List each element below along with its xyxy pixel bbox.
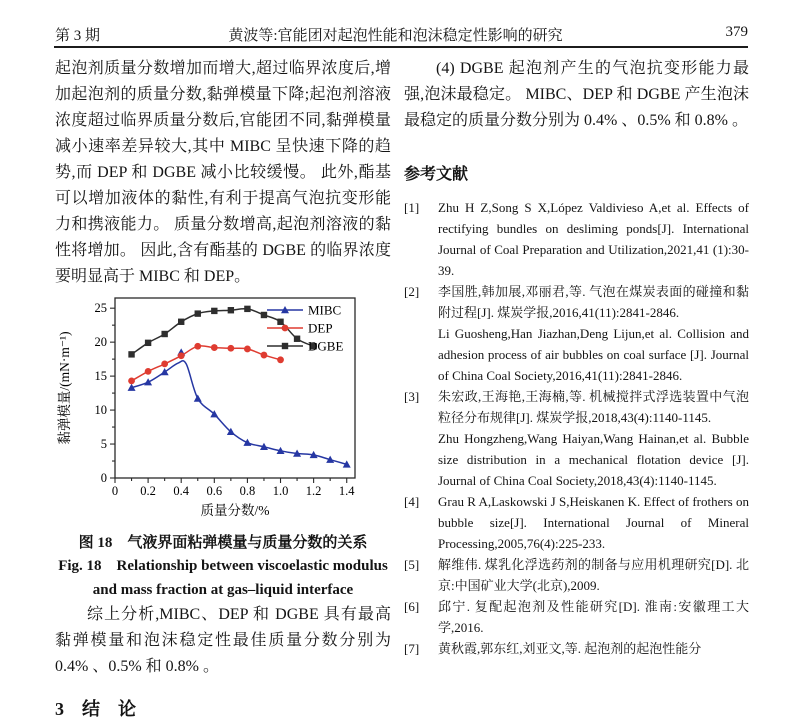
reference-text: 黄秋霞,郭东红,刘亚文,等. 起泡剂的起泡性能分 <box>438 641 702 656</box>
reference-item <box>404 281 749 386</box>
reference-number: [5] <box>404 557 420 572</box>
svg-text:5: 5 <box>100 437 107 452</box>
y-axis <box>56 301 115 485</box>
left-column <box>55 56 391 721</box>
figure-caption-zh: 图 18 气液界面粘弹模量与质量分数的关系 <box>78 535 368 551</box>
reference-item <box>404 554 749 596</box>
figure-18 <box>55 292 391 602</box>
reference-text: 李国胜,韩加展,邓丽君,等. 气泡在煤炭表面的碰撞和黏附过程[J]. 煤炭学报,2016,41(11):2841-2846. <box>438 284 749 320</box>
reference-text: 朱宏政,王海艳,王海楠,等. 机械搅拌式浮选装置中气泡粒径分布规律[J]. 煤炭学报,2018,43(4):1140-1145. <box>438 389 749 425</box>
references-heading: 参考文献 <box>404 166 469 183</box>
svg-text:0.8: 0.8 <box>239 484 256 498</box>
svg-text:0.2: 0.2 <box>140 484 156 498</box>
svg-text:25: 25 <box>94 301 107 316</box>
reference-text: 解维伟. 煤乳化浮选药剂的制备与应用机理研究[D]. 北京:中国矿业大学(北京),2009. <box>438 557 749 593</box>
summary-paragraph: 综上分析,MIBC、DEP 和 DGBE 具有最高黏弹模量和泡沫稳定性最佳质量分数分别为 0.4% 、0.5% 和 0.8% 。 <box>55 606 391 675</box>
reference-item <box>404 386 749 491</box>
section-heading-conclusion: 3 结 论 <box>55 699 136 719</box>
y-axis-label: 黏弹模量/(mN·m⁻¹) <box>57 331 72 445</box>
x-axis <box>112 478 355 518</box>
svg-text:15: 15 <box>94 369 107 384</box>
conclusion-item-4: (4) DGBE 起泡剂产生的气泡抗变形能力最强,泡沫最稳定。 MIBC、DEP 和 DGBE 产生泡沫最稳定的质量分数分别为 0.4% 、0.5% 和 0.8% 。 <box>404 60 749 129</box>
reference-number: [3] <box>404 389 420 404</box>
header-page-number: 379 <box>725 24 748 40</box>
x-axis-label: 质量分数/% <box>200 503 270 518</box>
reference-number: [4] <box>404 494 420 509</box>
reference-item <box>404 197 749 281</box>
svg-text:0: 0 <box>111 484 119 498</box>
svg-text:1.0: 1.0 <box>272 484 289 498</box>
svg-text:MIBC: MIBC <box>308 302 342 318</box>
svg-text:1.2: 1.2 <box>305 484 322 498</box>
figure-caption-en-line1: Fig. 18 Relationship between viscoelastic modulus <box>58 558 388 574</box>
svg-text:0: 0 <box>100 471 107 485</box>
reference-number: [6] <box>404 599 420 614</box>
series-DEP <box>128 343 284 384</box>
reference-number: [7] <box>404 641 420 656</box>
reference-text: 邱宁. 复配起泡剂及性能研究[D]. 淮南:安徽理工大学,2016. <box>438 599 749 635</box>
reference-text: Zhu Hongzheng,Wang Haiyan,Wang Hainan,et al. Bubble size distribution in a mechanical flotation device [J]. Journal of China Coal Society,2018,43(4):1140-1145. <box>438 431 749 488</box>
reference-text: Grau R A,Laskowski J S,Heiskanen K. Effect of frothers on bubble size[J]. International Journal of Mineral Processing,2005,76(4):225-233. <box>438 494 749 551</box>
references-list <box>404 197 749 659</box>
legend <box>267 303 343 354</box>
series-DGBE <box>128 306 316 358</box>
figure-caption-en-line2: and mass fraction at gas–liquid interface <box>92 582 354 598</box>
reference-item <box>404 596 749 638</box>
header-issue: 第 3 期 <box>55 28 101 44</box>
svg-text:20: 20 <box>94 335 107 350</box>
svg-text:0.4: 0.4 <box>173 484 190 498</box>
figure-18-chart <box>55 292 391 524</box>
svg-text:10: 10 <box>94 403 107 418</box>
reference-item <box>404 638 749 659</box>
svg-text:DGBE: DGBE <box>308 338 344 354</box>
right-column <box>404 56 749 659</box>
reference-number: [1] <box>404 200 420 215</box>
reference-item <box>404 491 749 554</box>
svg-text:0.6: 0.6 <box>206 484 223 498</box>
reference-text: Li Guosheng,Han Jiazhan,Deng Lijun,et al. Collision and adhesion process of air bubbles on coal surface [J]. Journal of China Coal Society,2016,41(11):2841-2846. <box>438 326 749 383</box>
reference-text: Zhu H Z,Song S X,López Valdivieso A,et al. Effects of rectifying bundles on desliming ponds[J]. International Journal of Coal Preparation and Utilization,2021,41 (1):30-39. <box>438 200 749 278</box>
paragraph-continuation: 起泡剂质量分数增加而增大,超过临界浓度后,增加起泡剂的质量分数,黏弹模量下降;起泡剂溶液浓度超过临界质量分数后,官能团不同,黏弹模量减小速率差异较大,其中 MIBC 呈快速下降的趋势,而 DEP 和 DGBE 减小比较缓慢。 此外,酯基可以增加液体的黏性,有利于提高气泡抗变形能力和携液能力。 质量分数增高,起泡剂溶液的黏性将增加。 因此,含有酯基的 DGBE 的临界浓度要明显高于 MIBC 和 DEP。 <box>55 60 391 285</box>
header-running-title: 黄波等:官能团对起泡性能和泡沫稳定性影响的研究 <box>228 28 563 44</box>
svg-text:DEP: DEP <box>308 320 333 336</box>
svg-text:1.4: 1.4 <box>338 484 355 498</box>
header-rule <box>54 46 748 48</box>
reference-number: [2] <box>404 284 420 299</box>
